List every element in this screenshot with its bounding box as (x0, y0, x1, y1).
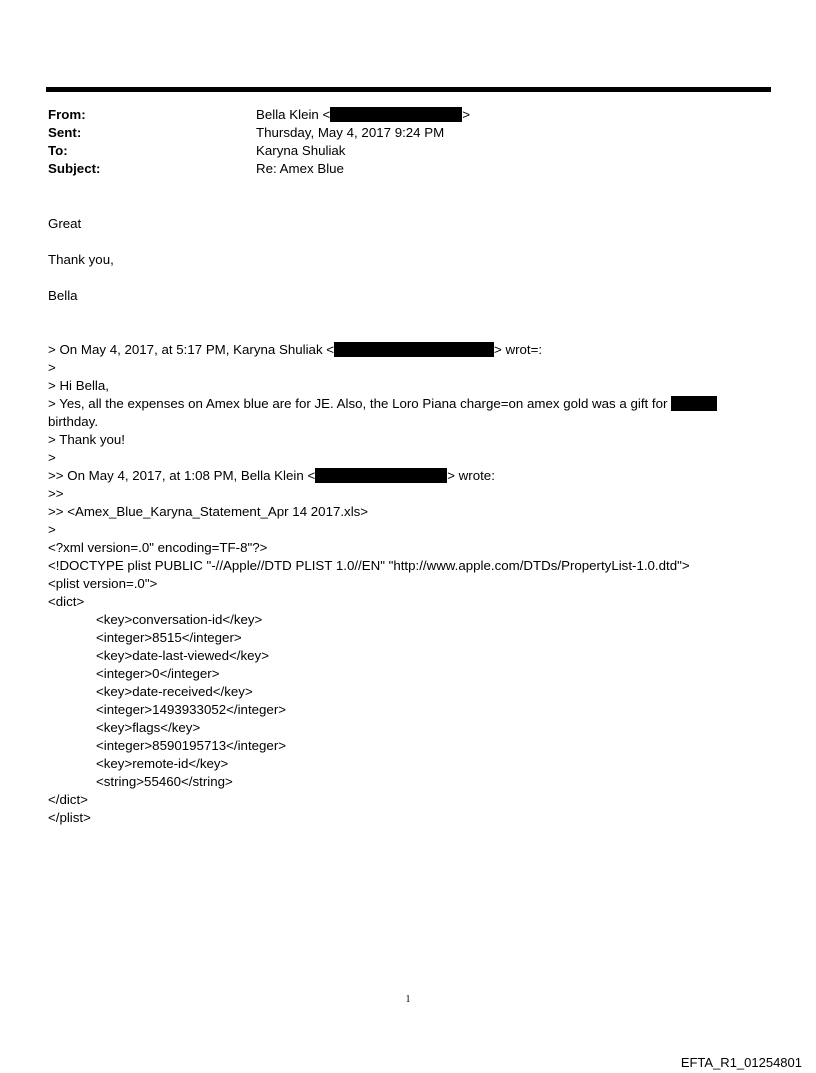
xml-line: <?xml version=.0" encoding=TF-8"?> (48, 540, 268, 555)
document-id: EFTA_R1_01254801 (680, 1055, 802, 1070)
quoted-text: > Yes, all the expenses on Amex blue are for JE. Also, the Loro Piana charge=on amex gold was a gift for (48, 396, 672, 411)
to-label: To: (48, 143, 68, 158)
sent-value: Thursday, May 4, 2017 9:24 PM (256, 125, 445, 140)
from-row (48, 106, 748, 124)
quoted-text: >> On May 4, 2017, at 1:08 PM, Bella Klein < (48, 468, 316, 483)
quoted-text: > wrot=: (494, 342, 543, 357)
quoted-line (48, 467, 758, 485)
xml-line: </plist> (48, 810, 91, 825)
reply-line: Thank you, (48, 252, 114, 267)
attachment-line: >> <Amex_Blue_Karyna_Statement_Apr 14 2017.xls> (48, 504, 369, 519)
redaction-box (334, 342, 494, 357)
quoted-line: > (48, 450, 56, 465)
xml-line: <string>55460</string> (96, 774, 233, 789)
quoted-line: > Hi Bella, (48, 378, 109, 393)
xml-line: <integer>8515</integer> (96, 630, 242, 645)
subject-row (48, 160, 748, 178)
xml-line: <key>flags</key> (96, 720, 201, 735)
xml-line: <key>date-last-viewed</key> (96, 648, 269, 663)
sent-row (48, 124, 748, 142)
xml-line: <plist version=.0"> (48, 576, 158, 591)
quoted-text: > wrote: (447, 468, 495, 483)
header-rule (46, 87, 771, 92)
quoted-line: >> (48, 486, 64, 501)
xml-line: <!DOCTYPE plist PUBLIC "-//Apple//DTD PLIST 1.0//EN" "http://www.apple.com/DTDs/PropertyList-1.0.dtd"> (48, 558, 690, 573)
from-close: > (462, 107, 471, 122)
sent-label: Sent: (48, 125, 82, 140)
quoted-line (48, 341, 758, 359)
quoted-line: > (48, 360, 56, 375)
to-value: Karyna Shuliak (256, 143, 346, 158)
xml-line: <key>date-received</key> (96, 684, 253, 699)
reply-line: Great (48, 216, 82, 231)
redaction-box (315, 468, 447, 483)
from-value (256, 106, 470, 124)
subject-value: Re: Amex Blue (256, 161, 344, 176)
to-row (48, 142, 748, 160)
redaction-box (671, 396, 717, 411)
quoted-body (48, 341, 758, 827)
from-label: From: (48, 107, 86, 122)
xml-line: <integer>1493933052</integer> (96, 702, 287, 717)
email-header (48, 106, 748, 178)
quoted-text: > On May 4, 2017, at 5:17 PM, Karyna Shuliak < (48, 342, 335, 357)
reply-body (48, 215, 758, 305)
xml-line: <integer>8590195713</integer> (96, 738, 287, 753)
reply-line: Bella (48, 288, 78, 303)
xml-line: <key>remote-id</key> (96, 756, 229, 771)
xml-line: </dict> (48, 792, 88, 807)
xml-line: <key>conversation-id</key> (96, 612, 263, 627)
page-number: 1 (405, 994, 411, 1005)
quoted-line: birthday. (48, 414, 99, 429)
quoted-line: > (48, 522, 56, 537)
subject-label: Subject: (48, 161, 101, 176)
redaction-box (330, 107, 462, 122)
quoted-line (48, 395, 758, 413)
xml-line: <dict> (48, 594, 85, 609)
from-name: Bella Klein < (256, 107, 331, 122)
xml-line: <integer>0</integer> (96, 666, 220, 681)
quoted-line: > Thank you! (48, 432, 126, 447)
